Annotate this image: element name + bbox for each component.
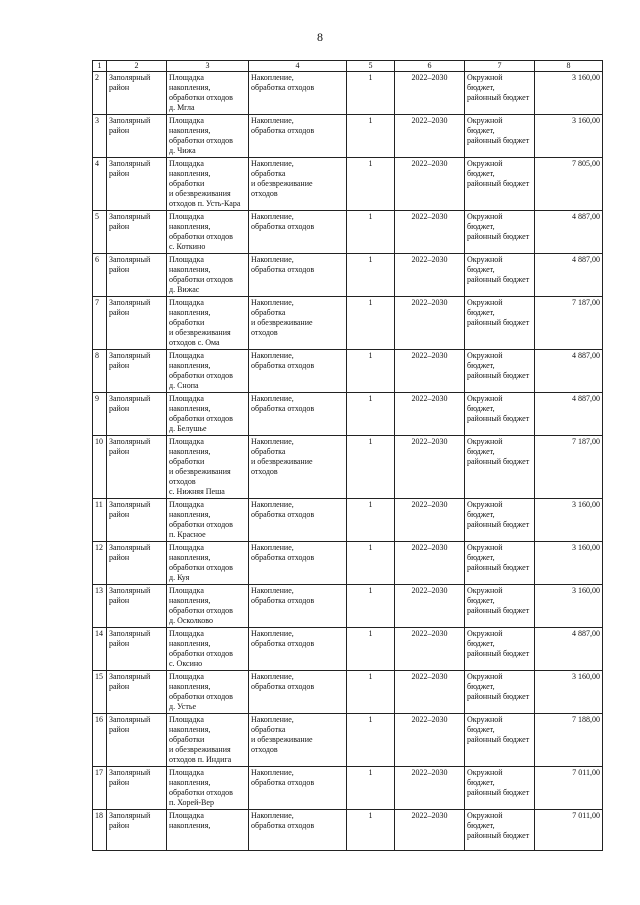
table-row (93, 542, 603, 585)
period-cell: 2022–2030 (395, 810, 465, 851)
funding-source-cell: Окружной бюджет, районный бюджет (465, 810, 535, 851)
quantity-cell: 1 (347, 436, 395, 499)
funding-source-cell: Окружной бюджет, районный бюджет (465, 628, 535, 671)
district-cell: Заполярный район (107, 628, 167, 671)
purpose-cell: Накопление, обработка отходов (249, 628, 347, 671)
cost-cell: 4 887,00 (535, 628, 603, 671)
funding-source-cell: Окружной бюджет, районный бюджет (465, 72, 535, 115)
table-row (93, 72, 603, 115)
quantity-cell: 1 (347, 767, 395, 810)
period-cell: 2022–2030 (395, 115, 465, 158)
object-cell: Площадка накопления, обработки отходов д. Куя (167, 542, 249, 585)
table-row (93, 767, 603, 810)
column-header: 3 (167, 61, 249, 72)
period-cell: 2022–2030 (395, 350, 465, 393)
quantity-cell: 1 (347, 499, 395, 542)
object-cell: Площадка накопления, обработки и обезвреживания отходов п. Усть-Кара (167, 158, 249, 211)
table-row (93, 436, 603, 499)
quantity-cell: 1 (347, 585, 395, 628)
table-row (93, 350, 603, 393)
row-number: 14 (93, 628, 107, 671)
object-cell: Площадка накопления, обработки отходов п. Красное (167, 499, 249, 542)
period-cell: 2022–2030 (395, 393, 465, 436)
table-row (93, 714, 603, 767)
table-row (93, 297, 603, 350)
district-cell: Заполярный район (107, 671, 167, 714)
purpose-cell: Накопление, обработка и обезвреживание отходов (249, 436, 347, 499)
quantity-cell: 1 (347, 714, 395, 767)
purpose-cell: Накопление, обработка отходов (249, 72, 347, 115)
period-cell: 2022–2030 (395, 254, 465, 297)
district-cell: Заполярный район (107, 810, 167, 851)
row-number: 17 (93, 767, 107, 810)
column-number-row (93, 61, 603, 72)
object-cell: Площадка накопления, обработки отходов д. Осколково (167, 585, 249, 628)
district-cell: Заполярный район (107, 436, 167, 499)
funding-source-cell: Окружной бюджет, районный бюджет (465, 585, 535, 628)
quantity-cell: 1 (347, 628, 395, 671)
purpose-cell: Накопление, обработка и обезвреживание отходов (249, 297, 347, 350)
object-cell: Площадка накопления, обработки отходов д. Мгла (167, 72, 249, 115)
period-cell: 2022–2030 (395, 499, 465, 542)
funding-source-cell: Окружной бюджет, районный бюджет (465, 499, 535, 542)
period-cell: 2022–2030 (395, 542, 465, 585)
row-number: 8 (93, 350, 107, 393)
district-cell: Заполярный район (107, 211, 167, 254)
cost-cell: 4 887,00 (535, 393, 603, 436)
row-number: 16 (93, 714, 107, 767)
district-cell: Заполярный район (107, 714, 167, 767)
object-cell: Площадка накопления, обработки отходов д. Вижас (167, 254, 249, 297)
table-row (93, 499, 603, 542)
period-cell: 2022–2030 (395, 211, 465, 254)
column-header: 2 (107, 61, 167, 72)
object-cell: Площадка накопления, обработки отходов д. Чижа (167, 115, 249, 158)
period-cell: 2022–2030 (395, 671, 465, 714)
row-number: 18 (93, 810, 107, 851)
table-row (93, 211, 603, 254)
funding-source-cell: Окружной бюджет, районный бюджет (465, 158, 535, 211)
period-cell: 2022–2030 (395, 72, 465, 115)
column-header: 5 (347, 61, 395, 72)
district-cell: Заполярный район (107, 585, 167, 628)
cost-cell: 7 011,00 (535, 767, 603, 810)
column-header: 8 (535, 61, 603, 72)
object-cell: Площадка накопления, обработки отходов с. Оксино (167, 628, 249, 671)
object-cell: Площадка накопления, обработки отходов д. Устье (167, 671, 249, 714)
page-number: 8 (317, 30, 323, 44)
quantity-cell: 1 (347, 297, 395, 350)
funding-source-cell: Окружной бюджет, районный бюджет (465, 767, 535, 810)
row-number: 13 (93, 585, 107, 628)
cost-cell: 3 160,00 (535, 72, 603, 115)
district-cell: Заполярный район (107, 115, 167, 158)
column-header: 1 (93, 61, 107, 72)
cost-cell: 3 160,00 (535, 671, 603, 714)
funding-source-cell: Окружной бюджет, районный бюджет (465, 297, 535, 350)
row-number: 7 (93, 297, 107, 350)
object-cell: Площадка накопления, обработки и обезвреживания отходов с. Ома (167, 297, 249, 350)
district-cell: Заполярный район (107, 158, 167, 211)
cost-cell: 3 160,00 (535, 115, 603, 158)
row-number: 10 (93, 436, 107, 499)
cost-cell: 7 187,00 (535, 297, 603, 350)
district-cell: Заполярный район (107, 499, 167, 542)
quantity-cell: 1 (347, 211, 395, 254)
purpose-cell: Накопление, обработка отходов (249, 810, 347, 851)
table-row (93, 585, 603, 628)
purpose-cell: Накопление, обработка отходов (249, 254, 347, 297)
funding-source-cell: Окружной бюджет, районный бюджет (465, 211, 535, 254)
district-cell: Заполярный район (107, 767, 167, 810)
object-cell: Площадка накопления, обработки отходов п. Хорей-Вер (167, 767, 249, 810)
purpose-cell: Накопление, обработка отходов (249, 350, 347, 393)
funding-source-cell: Окружной бюджет, районный бюджет (465, 115, 535, 158)
funding-source-cell: Окружной бюджет, районный бюджет (465, 542, 535, 585)
purpose-cell: Накопление, обработка отходов (249, 542, 347, 585)
district-cell: Заполярный район (107, 297, 167, 350)
waste-facilities-table (92, 60, 603, 851)
row-number: 5 (93, 211, 107, 254)
cost-cell: 7 011,00 (535, 810, 603, 851)
table-row (93, 671, 603, 714)
object-cell: Площадка накопления, обработки отходов д. Снопа (167, 350, 249, 393)
purpose-cell: Накопление, обработка отходов (249, 585, 347, 628)
purpose-cell: Накопление, обработка и обезвреживание отходов (249, 714, 347, 767)
cost-cell: 3 160,00 (535, 499, 603, 542)
cost-cell: 3 160,00 (535, 542, 603, 585)
funding-source-cell: Окружной бюджет, районный бюджет (465, 714, 535, 767)
object-cell: Площадка накопления, обработки и обезвреживания отходов с. Нижняя Пеша (167, 436, 249, 499)
cost-cell: 4 887,00 (535, 211, 603, 254)
object-cell: Площадка накопления, (167, 810, 249, 851)
purpose-cell: Накопление, обработка отходов (249, 671, 347, 714)
table-row (93, 628, 603, 671)
funding-source-cell: Окружной бюджет, районный бюджет (465, 254, 535, 297)
row-number: 15 (93, 671, 107, 714)
period-cell: 2022–2030 (395, 297, 465, 350)
purpose-cell: Накопление, обработка отходов (249, 393, 347, 436)
funding-source-cell: Окружной бюджет, районный бюджет (465, 436, 535, 499)
quantity-cell: 1 (347, 671, 395, 714)
district-cell: Заполярный район (107, 72, 167, 115)
table-row (93, 254, 603, 297)
district-cell: Заполярный район (107, 254, 167, 297)
funding-source-cell: Окружной бюджет, районный бюджет (465, 350, 535, 393)
row-number: 4 (93, 158, 107, 211)
table-row (93, 810, 603, 851)
quantity-cell: 1 (347, 393, 395, 436)
quantity-cell: 1 (347, 115, 395, 158)
period-cell: 2022–2030 (395, 585, 465, 628)
row-number: 9 (93, 393, 107, 436)
cost-cell: 4 887,00 (535, 350, 603, 393)
object-cell: Площадка накопления, обработки отходов с. Коткино (167, 211, 249, 254)
quantity-cell: 1 (347, 810, 395, 851)
period-cell: 2022–2030 (395, 436, 465, 499)
purpose-cell: Накопление, обработка отходов (249, 211, 347, 254)
cost-cell: 7 805,00 (535, 158, 603, 211)
table-row (93, 115, 603, 158)
row-number: 11 (93, 499, 107, 542)
district-cell: Заполярный район (107, 393, 167, 436)
row-number: 2 (93, 72, 107, 115)
cost-cell: 7 188,00 (535, 714, 603, 767)
period-cell: 2022–2030 (395, 628, 465, 671)
cost-cell: 4 887,00 (535, 254, 603, 297)
district-cell: Заполярный район (107, 350, 167, 393)
row-number: 6 (93, 254, 107, 297)
district-cell: Заполярный район (107, 542, 167, 585)
period-cell: 2022–2030 (395, 767, 465, 810)
cost-cell: 3 160,00 (535, 585, 603, 628)
purpose-cell: Накопление, обработка и обезвреживание отходов (249, 158, 347, 211)
purpose-cell: Накопление, обработка отходов (249, 115, 347, 158)
table-row (93, 158, 603, 211)
quantity-cell: 1 (347, 254, 395, 297)
period-cell: 2022–2030 (395, 714, 465, 767)
column-header: 7 (465, 61, 535, 72)
row-number: 12 (93, 542, 107, 585)
quantity-cell: 1 (347, 158, 395, 211)
object-cell: Площадка накопления, обработки и обезвреживания отходов п. Индига (167, 714, 249, 767)
funding-source-cell: Окружной бюджет, районный бюджет (465, 671, 535, 714)
purpose-cell: Накопление, обработка отходов (249, 499, 347, 542)
column-header: 4 (249, 61, 347, 72)
cost-cell: 7 187,00 (535, 436, 603, 499)
quantity-cell: 1 (347, 542, 395, 585)
funding-source-cell: Окружной бюджет, районный бюджет (465, 393, 535, 436)
table-row (93, 393, 603, 436)
row-number: 3 (93, 115, 107, 158)
period-cell: 2022–2030 (395, 158, 465, 211)
column-header: 6 (395, 61, 465, 72)
quantity-cell: 1 (347, 350, 395, 393)
quantity-cell: 1 (347, 72, 395, 115)
purpose-cell: Накопление, обработка отходов (249, 767, 347, 810)
object-cell: Площадка накопления, обработки отходов д. Белушье (167, 393, 249, 436)
